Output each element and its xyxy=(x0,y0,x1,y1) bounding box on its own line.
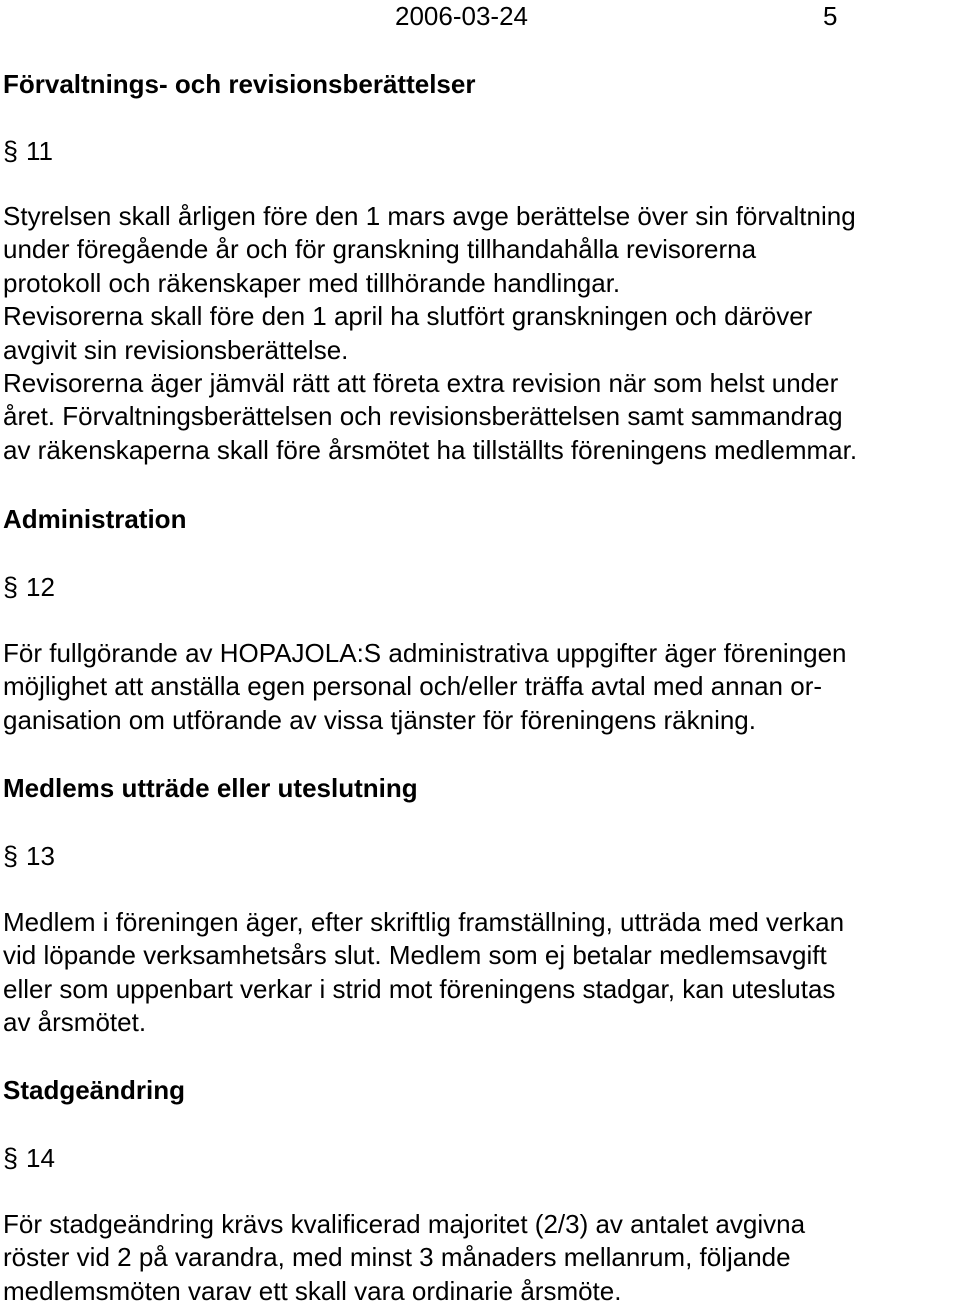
paragraph-number-value: 11 xyxy=(26,136,54,166)
paragraph-number-value: 14 xyxy=(26,1143,55,1173)
body-line: Medlem i föreningen äger, efter skriftlig framställning, utträda med verkan xyxy=(3,907,845,937)
section-sign: § xyxy=(3,1143,19,1173)
body-line: Revisorerna skall före den 1 april ha slutfört granskningen och däröver xyxy=(3,301,813,332)
body-line: Revisorerna äger jämväl rätt att företa extra revision när som helst under xyxy=(3,368,839,399)
paragraph-number xyxy=(3,840,55,872)
section-heading: Medlems utträde eller uteslutning xyxy=(3,773,418,803)
body-line: För fullgörande av HOPAJOLA:S administrativa uppgifter äger föreningen xyxy=(3,638,847,668)
section-body xyxy=(3,906,960,1040)
section-sign: § xyxy=(3,841,19,871)
section-heading: Stadgeändring xyxy=(3,1075,186,1105)
paragraph-number xyxy=(3,1142,55,1174)
section-body xyxy=(3,200,960,467)
body-line: under föregående år och för granskning tillhandahålla revisorerna xyxy=(3,234,757,265)
body-line: ganisation om utförande av vissa tjänster för föreningens räkning. xyxy=(3,704,756,735)
body-line: avgivit sin revisionsberättelse. xyxy=(3,334,349,365)
body-line: året. Förvaltningsberättelsen och revisionsberättelsen samt sammandrag xyxy=(3,401,843,432)
body-line: medlemsmöten varav ett skall vara ordinarie årsmöte. xyxy=(3,1275,622,1306)
paragraph-number-value: 13 xyxy=(26,841,55,871)
body-line: protokoll och räkenskaper med tillhörande handlingar. xyxy=(3,267,621,298)
body-line: För stadgeändring krävs kvalificerad majoritet (2/3) av antalet avgivna xyxy=(3,1209,806,1239)
paragraph-number xyxy=(3,571,55,603)
body-line: röster vid 2 på varandra, med minst 3 månaders mellanrum, följande xyxy=(3,1242,791,1273)
body-line: vid löpande verksamhetsårs slut. Medlem som ej betalar medlemsavgift xyxy=(3,940,827,971)
section-body xyxy=(3,1208,960,1308)
body-line: av årsmötet. xyxy=(3,1007,147,1038)
section-sign: § xyxy=(3,572,19,602)
section-heading: Administration xyxy=(3,504,187,534)
body-line: av räkenskaperna skall före årsmötet ha tillställts föreningens medlemmar. xyxy=(3,434,858,465)
body-line: Styrelsen skall årligen före den 1 mars avge berättelse över sin förvaltning xyxy=(3,201,856,231)
section-heading: Förvaltnings- och revisionsberättelser xyxy=(3,69,476,99)
paragraph-number xyxy=(3,135,53,167)
header-date: 2006-03-24 xyxy=(395,1,528,31)
paragraph-number-value: 12 xyxy=(26,572,55,602)
section-body xyxy=(3,637,960,737)
body-line: möjlighet att anställa egen personal och/eller träffa avtal med annan or- xyxy=(3,671,823,702)
body-line: eller som uppenbart verkar i strid mot föreningens stadgar, kan uteslutas xyxy=(3,973,836,1004)
page-number: 5 xyxy=(823,1,838,31)
section-sign: § xyxy=(3,136,19,166)
